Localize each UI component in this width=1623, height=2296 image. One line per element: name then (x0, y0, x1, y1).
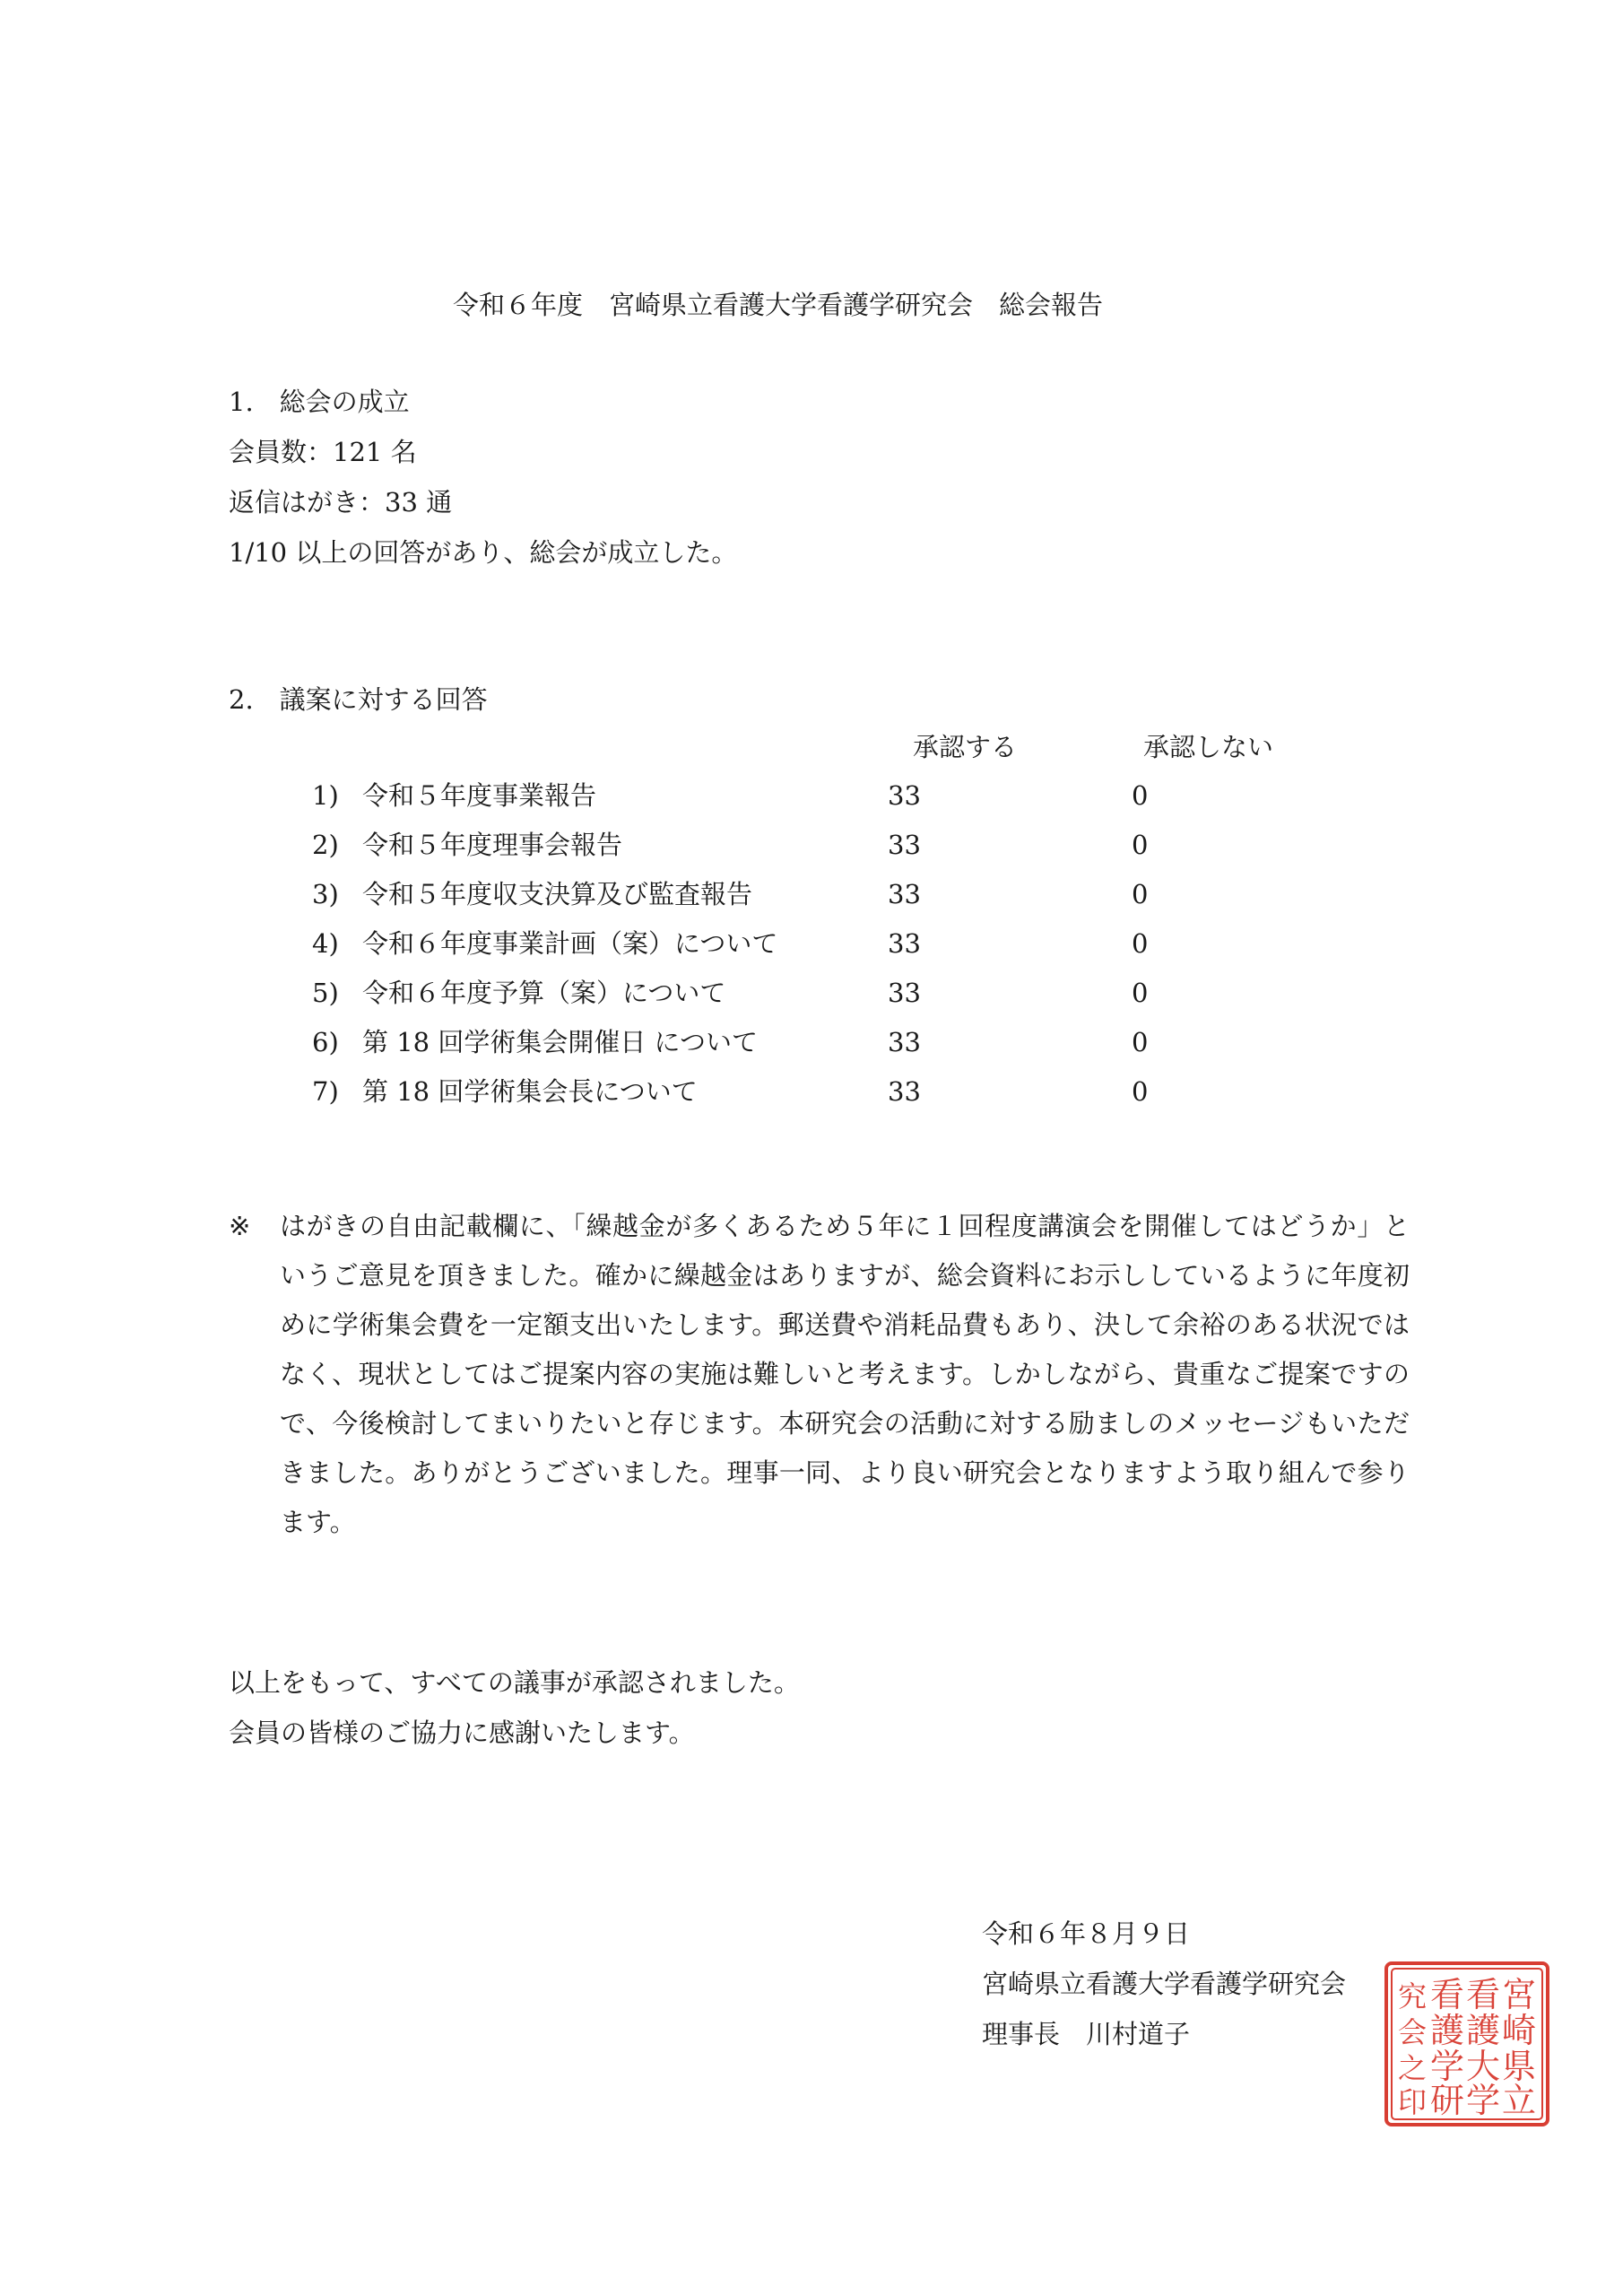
proposal-row (0, 821, 1623, 870)
proposal-item: 令和６年度予算（案）について (362, 978, 726, 1008)
note-mark: ※ (229, 1211, 251, 1241)
section2-heading: 2. 議案に対する回答 (229, 684, 488, 715)
svg-text:護: 護 (1429, 2011, 1465, 2050)
document-title: 令和６年度 宮崎県立看護大学看護学研究会 総会報告 (453, 290, 1104, 320)
disapprove-count: 0 (1132, 780, 1149, 811)
signature-organization: 宮崎県立看護大学看護学研究会 (982, 1969, 1347, 1999)
svg-text:之: 之 (1397, 2051, 1428, 2085)
proposal-item: 令和５年度事業報告 (362, 780, 597, 811)
approve-count: 33 (888, 879, 921, 909)
proposal-row (0, 969, 1623, 1018)
approve-count: 33 (888, 830, 921, 860)
proposal-item: 第 18 回学術集会開催日 について (362, 1027, 758, 1057)
disapprove-count: 0 (1132, 928, 1149, 959)
proposal-row (0, 771, 1623, 821)
proposal-number: 3) (312, 879, 339, 909)
svg-text:護: 護 (1465, 2011, 1501, 2050)
disapprove-count: 0 (1132, 830, 1149, 860)
svg-text:学: 学 (1429, 2047, 1465, 2086)
proposal-item: 第 18 回学術集会長について (362, 1076, 698, 1107)
proposal-row (0, 1018, 1623, 1067)
quorum-statement: 1/10 以上の回答があり、総会が成立した。 (229, 537, 738, 568)
proposal-number: 6) (312, 1027, 339, 1057)
section1-heading: 1. 総会の成立 (229, 387, 410, 417)
note-text: はがきの自由記載欄に、「繰越金が多くあるため５年に１回程度講演会を開催してはどうか」というご意見を頂きました。確かに繰越金はありますが、総会資料にお示ししているように年度初めに学術集会費を一定額支出いたします。郵送費や消耗品費もあり、決して余裕のある状況ではなく、現状としてはご提案内容の実施は難しいと考えます。しかしながら、貴重なご提案ですので、今後検討してまいりたいと存じます。本研究会の活動に対する励ましのメッセージもいただきました。ありがとうございました。理事一同、より良い研究会となりますよう取り組んで参ります。 (280, 1211, 1410, 1537)
approve-count: 33 (888, 1027, 921, 1057)
closing-line-2: 会員の皆様のご協力に感謝いたします。 (229, 1718, 695, 1748)
member-count: 会員数：121 名 (229, 437, 417, 467)
official-seal-stamp (1383, 1960, 1551, 2128)
signature-person: 理事長 川村道子 (982, 2019, 1191, 2049)
svg-text:崎: 崎 (1501, 2011, 1537, 2050)
proposal-number: 5) (312, 978, 339, 1008)
proposal-number: 1) (312, 780, 339, 811)
signature-date: 令和６年８月９日 (982, 1918, 1191, 1949)
svg-text:立: 立 (1501, 2081, 1537, 2120)
disapprove-count: 0 (1132, 879, 1149, 909)
proposal-row (0, 919, 1623, 969)
svg-text:大: 大 (1465, 2047, 1501, 2086)
svg-text:究: 究 (1397, 1979, 1428, 2013)
svg-text:宮: 宮 (1501, 1975, 1537, 2014)
proposal-number: 4) (312, 928, 339, 959)
column-header-approve: 承認する (913, 732, 1018, 762)
disapprove-count: 0 (1132, 1076, 1149, 1107)
proposal-item: 令和５年度収支決算及び監査報告 (362, 879, 753, 909)
svg-text:会: 会 (1397, 2015, 1428, 2049)
proposal-row (0, 1067, 1623, 1117)
disapprove-count: 0 (1132, 1027, 1149, 1057)
approve-count: 33 (888, 928, 921, 959)
closing-line-1: 以上をもって、すべての議事が承認されました。 (229, 1667, 800, 1698)
column-header-disapprove: 承認しない (1143, 732, 1274, 762)
seal-graphic (1383, 1960, 1551, 2128)
svg-text:看: 看 (1465, 1975, 1501, 2014)
svg-text:研: 研 (1429, 2081, 1465, 2120)
proposal-item: 令和５年度理事会報告 (362, 830, 623, 860)
approve-count: 33 (888, 1076, 921, 1107)
disapprove-count: 0 (1132, 978, 1149, 1008)
proposal-item: 令和６年度事業計画（案）について (362, 928, 778, 959)
svg-text:学: 学 (1465, 2081, 1501, 2120)
proposal-number: 2) (312, 830, 339, 860)
approve-count: 33 (888, 780, 921, 811)
svg-text:看: 看 (1429, 1975, 1465, 2014)
reply-count: 返信はがき：33 通 (229, 487, 453, 517)
proposal-number: 7) (312, 1076, 339, 1107)
svg-text:印: 印 (1397, 2085, 1428, 2119)
svg-text:県: 県 (1501, 2047, 1537, 2086)
approve-count: 33 (888, 978, 921, 1008)
proposal-row (0, 870, 1623, 919)
